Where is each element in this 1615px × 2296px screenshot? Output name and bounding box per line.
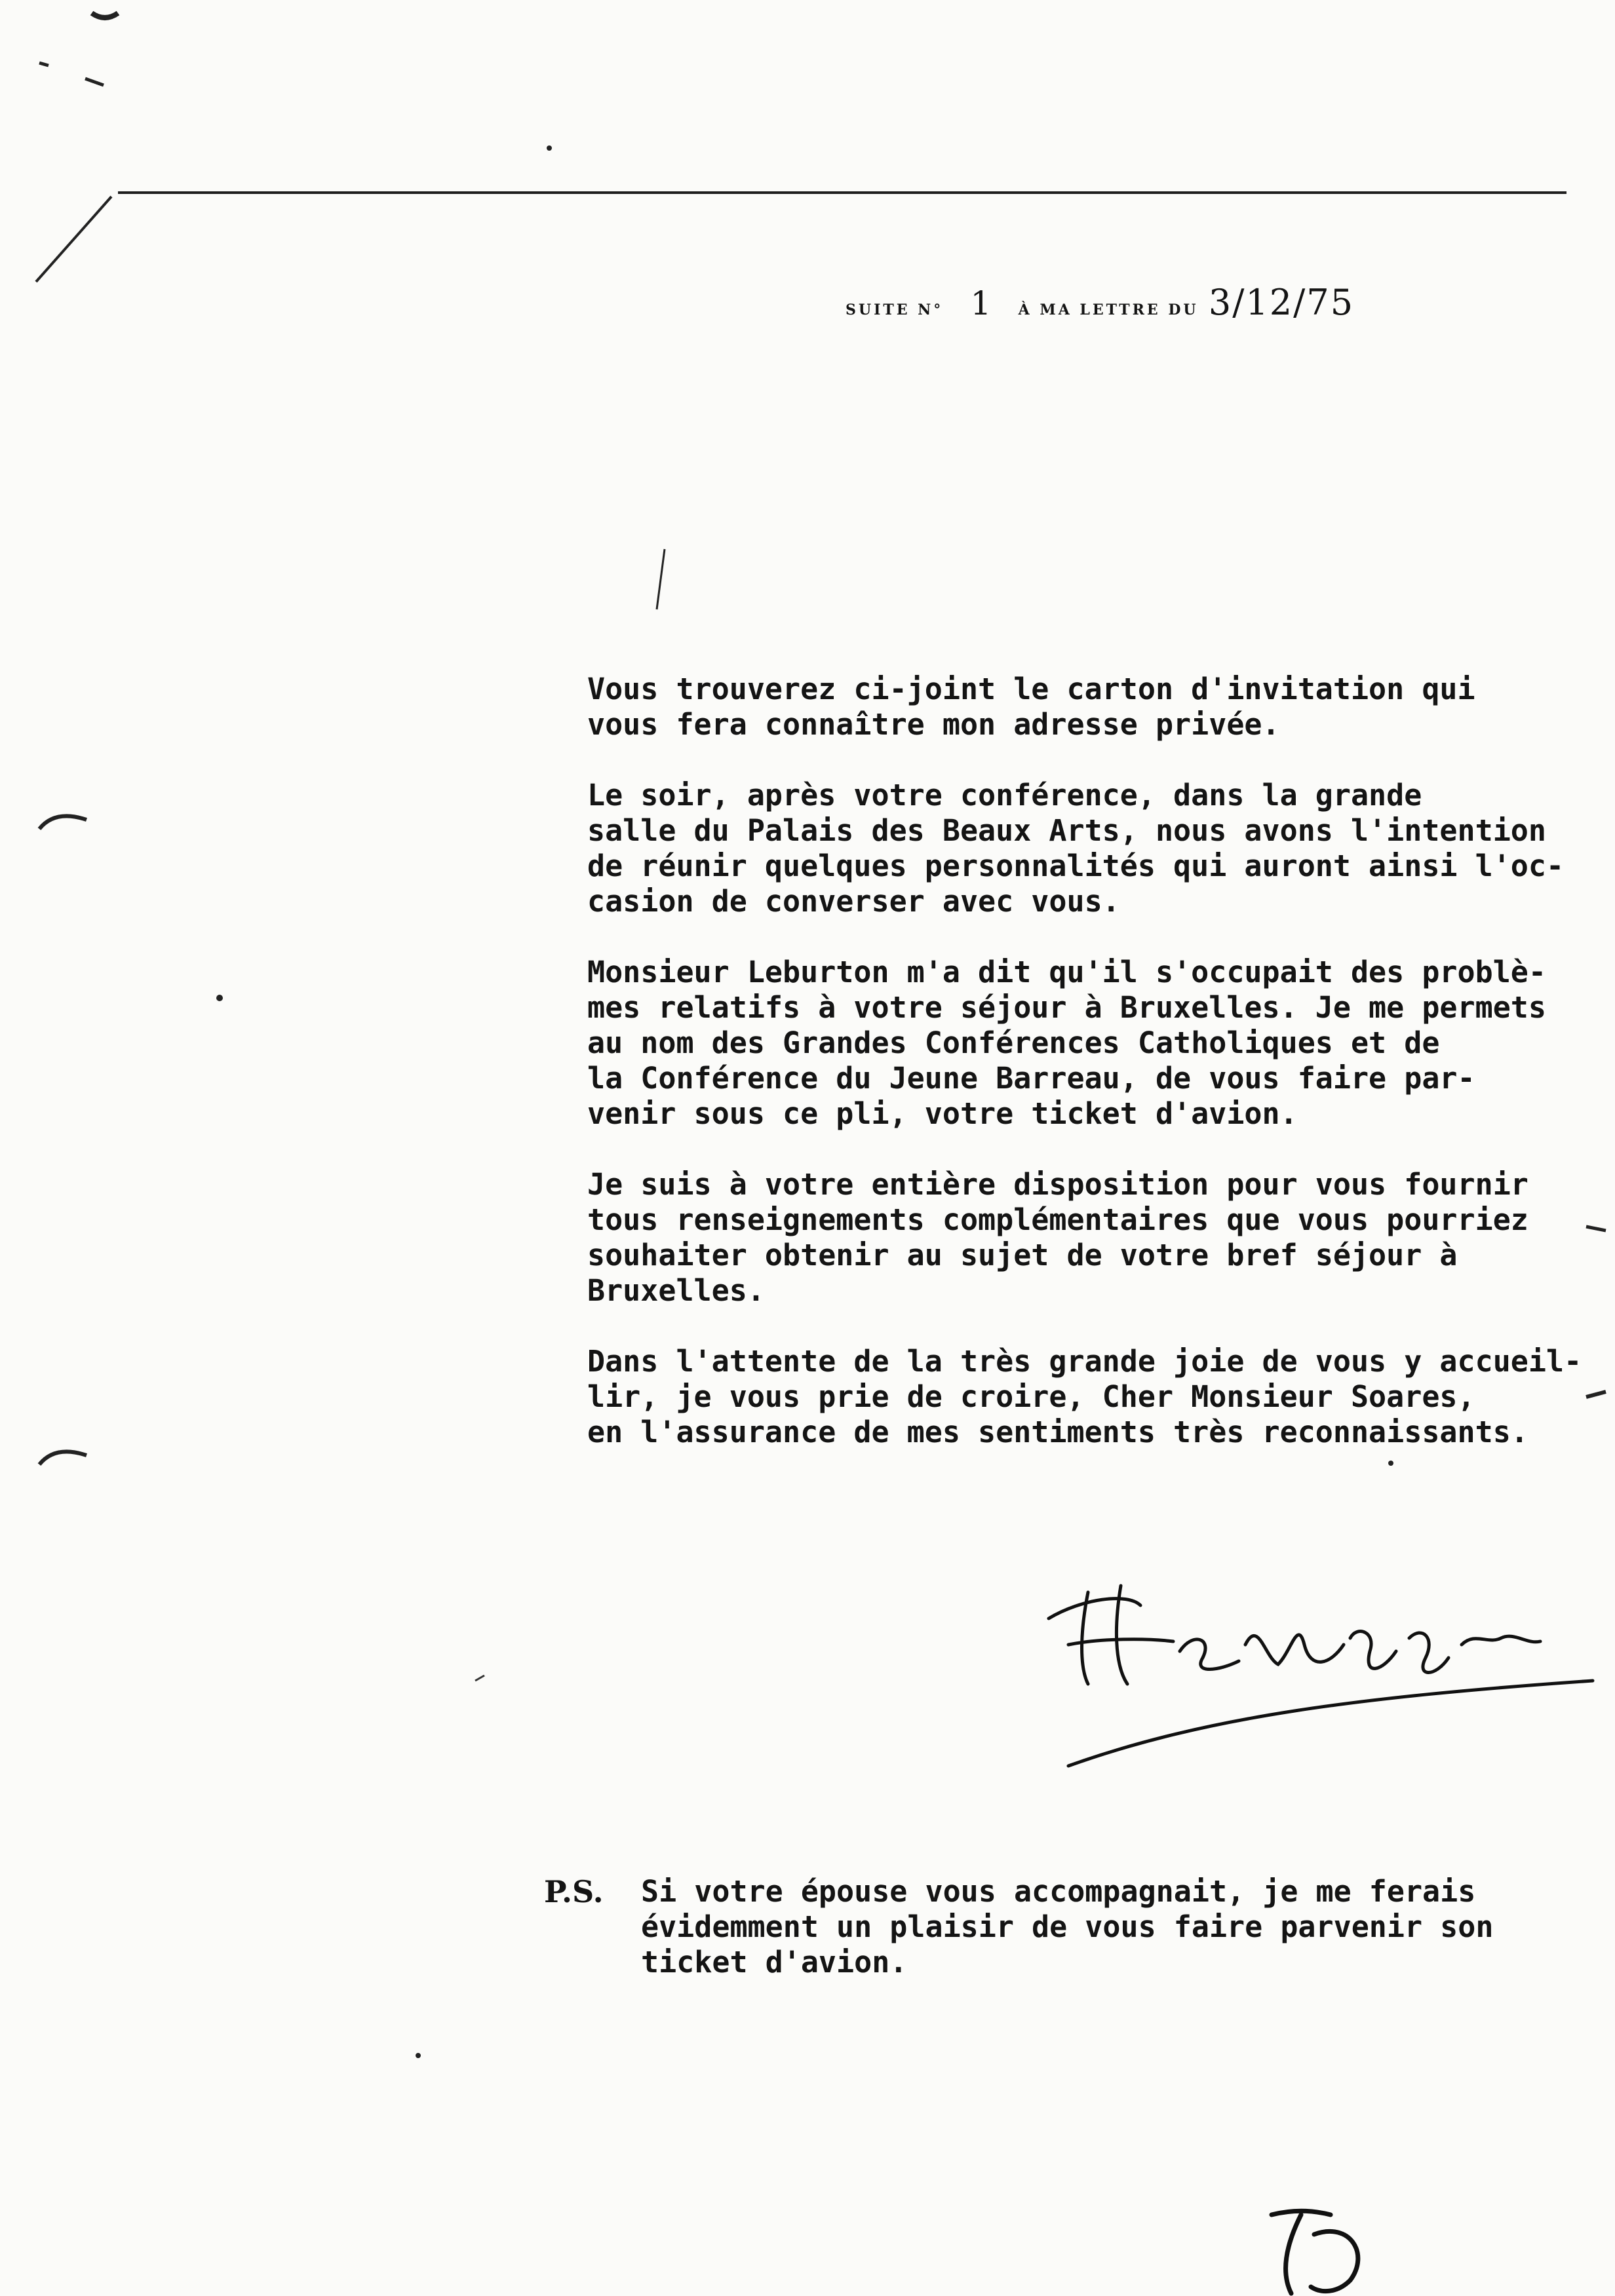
postscript-label: P.S.: [544, 1874, 604, 1909]
suite-label: SUITE N°: [846, 301, 944, 318]
letter-body: [587, 672, 1582, 1485]
lettre-label: À MA LETTRE DU: [1018, 301, 1199, 318]
paragraph-reception: Le soir, après votre conférence, dans la grande salle du Palais des Beaux Arts, nous avons l'intention de réunir quelques personnalités qui auront ainsi l'oc- casion de converser avec vous.: [587, 778, 1565, 919]
letter-date: 3/12/75: [1208, 282, 1355, 323]
paragraph-travel: Monsieur Leburton m'a dit qu'il s'occupait des problè- mes relatifs à votre séjour à Bruxelles. Je me permets au nom des Grandes Conférences Catholiques et de la Conférence du Jeune Barreau, de vous faire par- venir sous ce pli, votre ticket d'avion.: [587, 955, 1546, 1131]
handwritten-initials: [1258, 2195, 1390, 2296]
paragraph-disposition: Je suis à votre entière disposition pour vous fournir tous renseignements complémentaires que vous pourriez souhaiter obtenir au sujet de votre bref séjour à Bruxelles.: [587, 1167, 1528, 1308]
header-rule: [118, 191, 1566, 194]
paragraph-invitation: Vous trouverez ci-joint le carton d'invitation qui vous fera connaître mon adresse privée.: [587, 672, 1475, 742]
suite-number: 1: [970, 284, 992, 322]
paragraph-closing: Dans l'attente de la très grande joie de vous y accueil- lir, je vous prie de croire, Cher Monsieur Soares, en l'assurance de mes sentiments très reconnaissants.: [587, 1344, 1582, 1449]
letter-header: [846, 282, 1354, 323]
postscript-text: Si votre épouse vous accompagnait, je me ferais évidemment un plaisir de vous faire parvenir son ticket d'avion.: [641, 1874, 1494, 1980]
handwritten-signature: [1042, 1520, 1599, 1782]
